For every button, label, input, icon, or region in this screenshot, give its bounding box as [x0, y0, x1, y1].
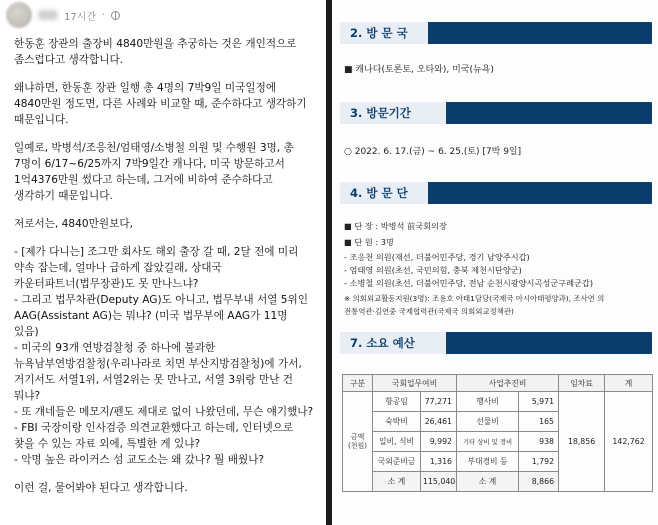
table-cell: 8,866 [519, 472, 559, 492]
post-line: - [제가 다니는] 조그만 회사도 해외 출장 갈 때, 2달 전에 미리 [14, 246, 299, 258]
post-line: 왜냐하면, 한동훈 장관 일행 총 4명의 7박9일 미국일정에 [14, 82, 277, 94]
post-line: 저로서는, 4840만원보다, [14, 218, 133, 230]
budget-table [342, 374, 653, 492]
delegation-line: ■ 단 장 : 박병석 前국회의장 [344, 221, 447, 231]
document-scan [332, 0, 658, 525]
table-cell: 일비, 식비 [373, 432, 421, 452]
section-title: 7. 소요 예산 [340, 332, 450, 354]
row-label-amount: 금액 (천원) [343, 392, 373, 492]
post-line: 있음) [14, 326, 39, 338]
section-title: 3. 방문기간 [340, 102, 450, 124]
table-cell: 1,792 [519, 452, 559, 472]
post-paragraph-1 [14, 36, 322, 68]
header-business-expense: 사업추진비 [457, 375, 559, 392]
table-header-row [343, 375, 653, 392]
delegation-line: - 소병철 의원(초선, 더불어민주당, 전남 순천시광양시곡성군구례군갑) [344, 278, 594, 288]
post-line: - 미국의 93개 연방검찰청 중 하나에 불과한 [14, 342, 216, 354]
post-timestamp[interactable]: 17시간 [64, 11, 97, 23]
section-title: 2. 방 문 국 [340, 22, 432, 44]
post-paragraph-3 [14, 140, 322, 204]
post-text [14, 36, 322, 508]
table-cell: 기타 상비 및 경비 [457, 432, 519, 452]
table-row [343, 392, 653, 412]
post-line: 약속 잡는데, 얼마나 급하게 잡았길래, 상대국 [14, 262, 222, 274]
post-line: 이런 걸, 물어봐야 된다고 생각합니다. [14, 482, 188, 494]
table-cell: 115,040 [421, 472, 457, 492]
blurred-author-name[interactable] [38, 10, 58, 20]
post-line: 일예로, 박병석/조응천/엄태영/소병철 의원 및 수행원 3명, 총 [14, 142, 294, 154]
table-cell: 소 계 [373, 472, 421, 492]
dot-separator: · [102, 9, 106, 21]
table-cell: 165 [519, 412, 559, 432]
post-line: 거기서도 서열1위, 서열2위는 못 만나고, 서열 3위랑 만난 건 [14, 374, 294, 386]
post-line: 뭐냐? [14, 390, 41, 402]
delegation-line: ※ 의회외교활동지원(3명): 조용호 아태1담당(국제국 아시아태평양과), 조사연 의 [344, 294, 605, 303]
delegation-line: 전통역관·김연중 국제협력관(국제국 의회외교정책관) [344, 307, 514, 316]
post-line: 뉴욕남부연방검찰청(우리나라로 치면 부산지방검찰청)에 가서, [14, 358, 302, 370]
post-line: - 악명 높은 라이커스 섬 교도소는 왜 갔나? 뭘 배웠나? [14, 454, 265, 466]
section-title: 4. 방 문 단 [340, 182, 432, 204]
header-travel-expense: 국회업무여비 [373, 375, 457, 392]
post-line: 좀스럽다고 생각합니다. [14, 54, 124, 66]
delegation-line: - 엄태영 의원(초선, 국민의힘, 충북 제천시단양군) [344, 265, 522, 275]
header-category: 구분 [343, 375, 373, 392]
section-bar-visit-country [340, 22, 652, 44]
table-cell: 선물비 [457, 412, 519, 432]
table-cell: 9,992 [421, 432, 457, 452]
header-rent: 임차료 [559, 375, 605, 392]
table-cell: 소 계 [457, 472, 519, 492]
avatar[interactable] [6, 2, 32, 28]
post-line: 1억4376만원 썼다고 하는데, 그거에 비하여 준수하다고 [14, 174, 273, 186]
post-line: 때문입니다. [14, 114, 69, 126]
globe-icon [111, 11, 120, 20]
table-cell: 항공임 [373, 392, 421, 412]
header-total: 계 [605, 375, 653, 392]
post-line: - FBI 국장이랑 인사검증 의견교환했다고 하는데, 인터넷으로 [14, 422, 294, 434]
post-line: 한동훈 장관의 출장비 4840만원을 추궁하는 것은 개인적으로 [14, 38, 297, 50]
visit-period-text: ○ 2022. 6. 17.(금) ~ 6. 25.(토) [7박 9일] [344, 147, 522, 157]
post-line: - 또 걔네들은 메모지/펜도 제대로 없이 나왔던데, 무슨 얘기했나? [14, 406, 314, 418]
table-cell: 938 [519, 432, 559, 452]
post-paragraph-6 [14, 480, 322, 496]
table-cell: 77,271 [421, 392, 457, 412]
section-bar-visit-period [340, 102, 652, 124]
post-line: 4840만원 정도면, 다른 사례와 비교할 때, 준수하다고 생각하기 [14, 98, 307, 110]
post-paragraph-2 [14, 80, 322, 128]
post-line: 7명이 6/17~6/25까지 7박9일간 캐나다, 미국 방문하고서 [14, 158, 285, 170]
total-cell: 142,762 [605, 392, 653, 492]
delegation-line: - 조응천 의원(재선, 더불어민주당, 경기 남양주시갑) [344, 252, 530, 262]
post-paragraph-4 [14, 216, 322, 232]
section-bar-budget [340, 332, 652, 354]
table-cell: 부대경비 등 [457, 452, 519, 472]
post-line: AAG(Assistant AG)는 뭐냐? (미국 법무부에 AAG가 11명 [14, 310, 288, 322]
table-cell: 1,316 [421, 452, 457, 472]
table-cell: 국외준비금 [373, 452, 421, 472]
post-line: 찾을 수 있는 자료 외에, 특별한 게 있냐? [14, 438, 201, 450]
post-line: 생각하기 때문입니다. [14, 190, 113, 202]
post-line: - 그리고 법무차관(Deputy AG)도 아니고, 법무부내 서열 5위인 [14, 294, 309, 306]
table-cell: 숙박비 [373, 412, 421, 432]
delegation-line: ■ 단 원 : 3명 [344, 237, 394, 247]
section-bar-delegation [340, 182, 652, 204]
table-cell: 26,461 [421, 412, 457, 432]
post-paragraph-5 [14, 244, 322, 468]
facebook-post [0, 0, 326, 525]
table-cell: 행사비 [457, 392, 519, 412]
rent-cell: 18,856 [559, 392, 605, 492]
visit-country-text: ■ 캐나다(토론토, 오타와), 미국(뉴욕) [344, 65, 494, 75]
post-line: 카운터파트너(법무장관)도 못 만나느냐? [14, 278, 199, 290]
post-header [6, 3, 120, 27]
table-cell: 5,971 [519, 392, 559, 412]
